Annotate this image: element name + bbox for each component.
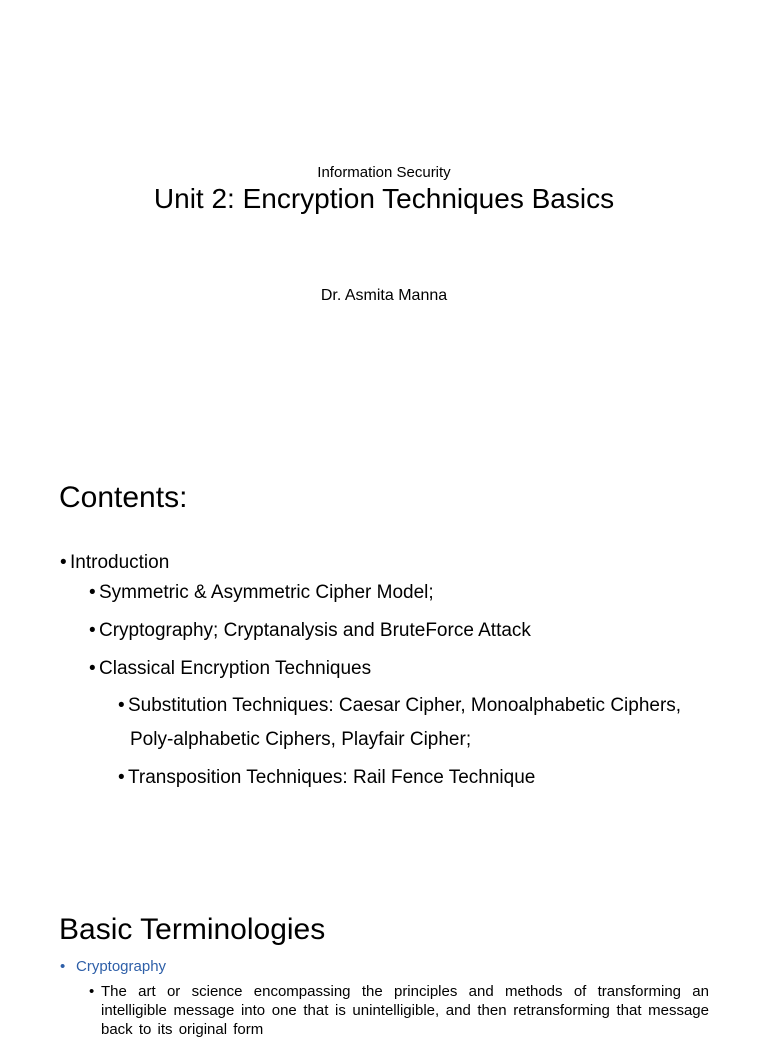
contents-item-substitution [118,694,681,718]
contents-item-text: Symmetric & Asymmetric Cipher Model; [99,582,434,603]
term-definition [89,982,709,1039]
term-label: Cryptography [76,958,167,975]
contents-heading: Contents: [59,481,188,514]
author-name: Dr. Asmita Manna [320,287,448,304]
contents-item-text: Classical Encryption Techniques [99,658,372,679]
bullet-icon: • [89,658,96,679]
bullet-icon: • [89,983,95,1000]
bullet-icon: • [60,552,67,573]
term-cryptography [60,958,166,976]
contents-item-introduction [60,551,169,575]
bullet-icon: • [89,582,96,603]
course-subtitle: Information Security [317,164,451,181]
unit-title: Unit 2: Encryption Techniques Basics [153,183,615,214]
contents-item-substitution-continued: Poly-alphabetic Ciphers, Playfair Cipher; [130,729,472,750]
contents-item-cryptography [89,619,531,643]
terminology-heading: Basic Terminologies [59,913,326,946]
contents-item-cipher-model [89,581,434,605]
contents-item-classical [89,657,371,681]
bullet-icon: • [118,695,125,716]
bullet-icon: • [89,620,96,641]
bullet-icon: • [118,767,125,788]
title-slide [0,0,768,424]
contents-slide [0,448,768,872]
contents-item-transposition [118,766,535,790]
bullet-icon: • [60,958,66,975]
contents-item-text: Substitution Techniques: Caesar Cipher, Monoalphabetic Ciphers, [128,695,682,716]
contents-item-text: Cryptography; Cryptanalysis and BruteForce Attack [99,620,531,641]
contents-item-text: Introduction [70,552,170,573]
terminology-slide [0,890,768,1038]
contents-item-text: Transposition Techniques: Rail Fence Technique [128,767,536,788]
definition-text: The art or science encompassing the principles and methods of transforming an intelligible message into one that is unintelligible, and then retransforming that message back to its original form [101,983,709,1038]
